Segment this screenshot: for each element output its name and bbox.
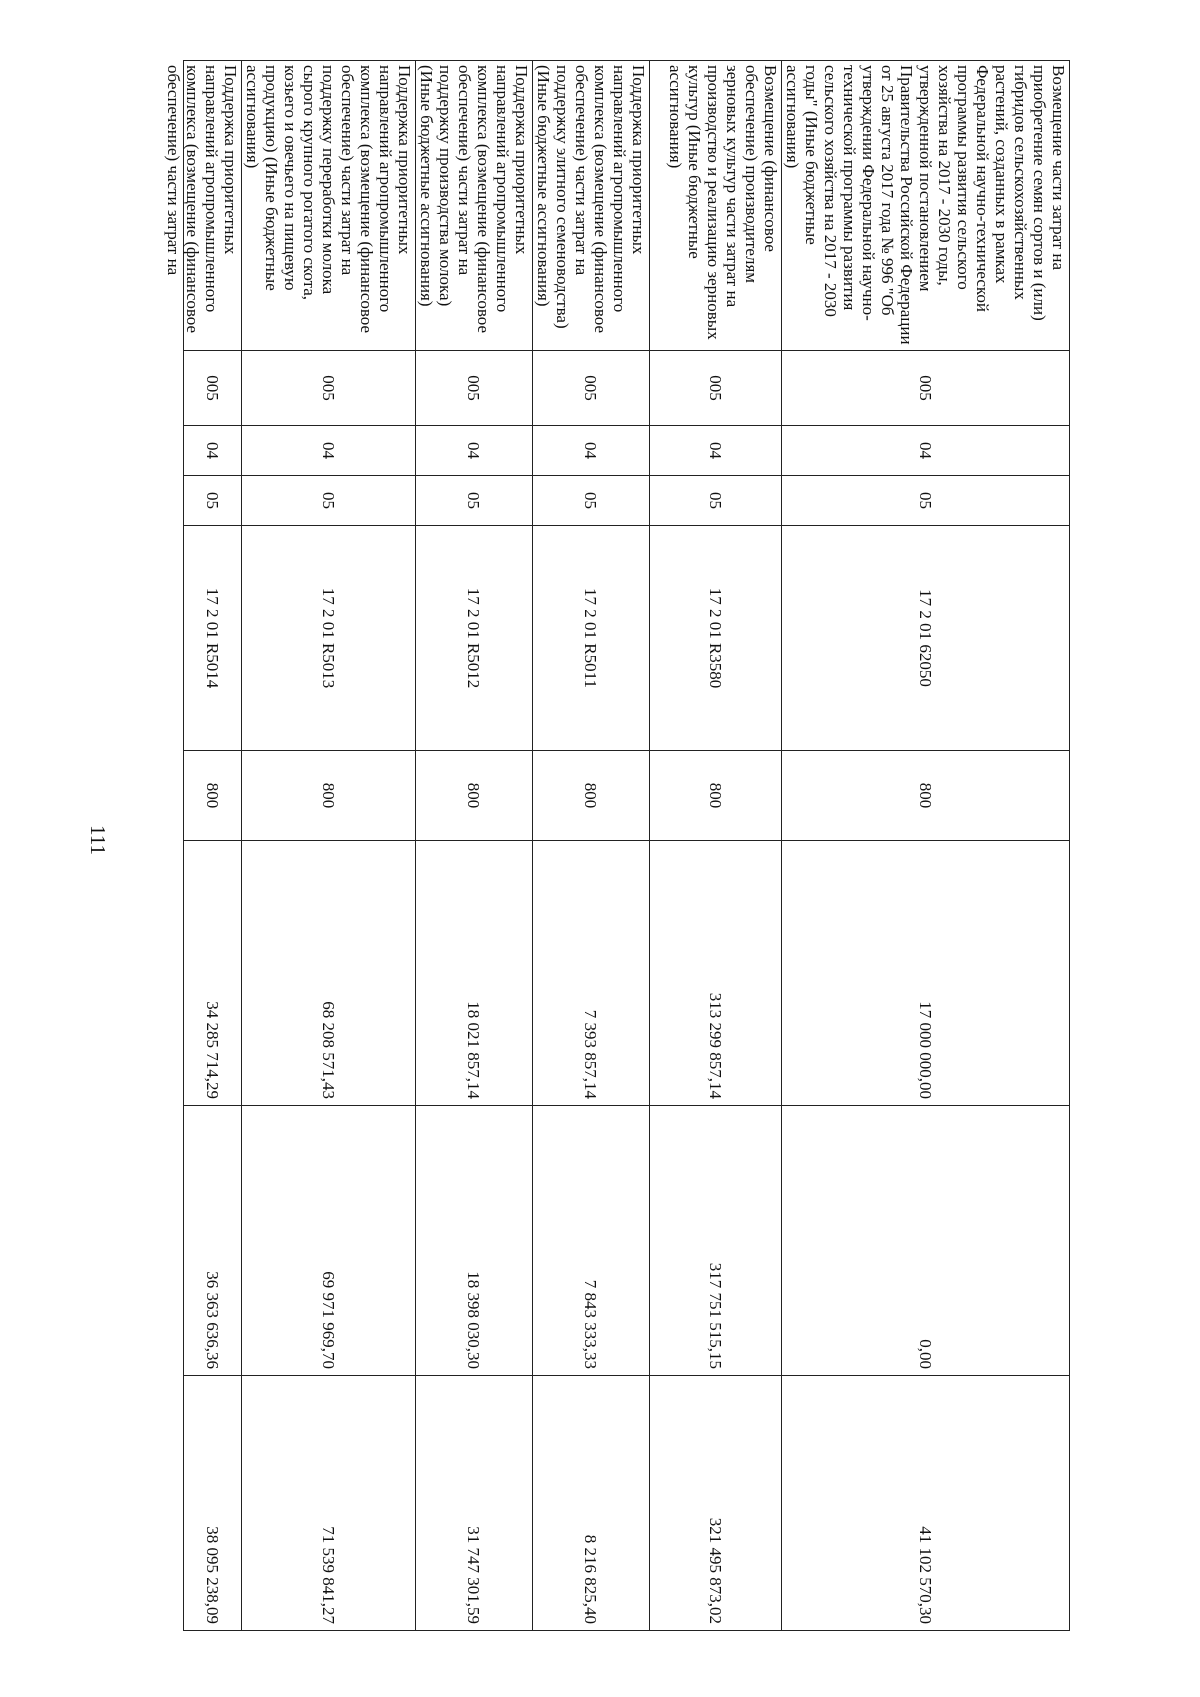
target-article-code: 17 2 01 62050 — [782, 526, 1070, 751]
ministry-code: 005 — [533, 351, 650, 426]
row-description: Поддержка приоритетных направлений агропромышленного комплекса (возмещение (финансовое обеспечение) части затрат на поддержку переработки молока сырого крупного рогатого скота, козьего и овечьего на пищевую продукцию) (Иные бюджетные ассигнования) — [242, 61, 416, 351]
row-description: Возмещение части затрат на приобретение семян сортов и (или) гибридов сельскохозяйственных растений, созданных в рамках Федеральной научно-технической программы развития сельского хозяйства на 2017 - 2030 годы, утвержденной постановлением Правительства Российской Федерации от 25 августа 2017 года № 996 "Об утверждении Федеральной научно-технической программы развития сельского хозяйства на 2017 - 2030 годы" (Иные бюджетные ассигнования) — [782, 61, 1070, 351]
expense-type-code: 800 — [416, 751, 533, 841]
target-article-code: 17 2 01 R5011 — [533, 526, 650, 751]
row-description: Поддержка приоритетных направлений агропромышленного комплекса (возмещение (финансовое обеспечение) части затрат на — [164, 65, 240, 334]
amount-year-1: 68 208 571,43 — [242, 841, 416, 1106]
table-row — [650, 61, 782, 1631]
table-row — [242, 61, 416, 1631]
section-code: 04 — [650, 426, 782, 476]
amount-year-1: 18 021 857,14 — [416, 841, 533, 1106]
expense-type-code: 800 — [184, 751, 242, 841]
amount-year-3: 41 102 570,30 — [782, 1376, 1070, 1631]
amount-year-3: 8 216 825,40 — [533, 1376, 650, 1631]
subsection-code: 05 — [184, 476, 242, 526]
expense-type-code: 800 — [242, 751, 416, 841]
subsection-code: 05 — [416, 476, 533, 526]
amount-year-2: 36 363 636,36 — [184, 1106, 242, 1376]
section-code: 04 — [242, 426, 416, 476]
ministry-code: 005 — [416, 351, 533, 426]
row-description: Поддержка приоритетных направлений агропромышленного комплекса (возмещение (финансовое обеспечение) части затрат на поддержку производства молока) (Иные бюджетные ассигнования) — [416, 61, 533, 351]
budget-table-container — [130, 60, 1070, 1630]
section-code: 04 — [533, 426, 650, 476]
amount-year-1: 34 285 714,29 — [184, 841, 242, 1106]
ministry-code: 005 — [650, 351, 782, 426]
table-row — [416, 61, 533, 1631]
table-row — [533, 61, 650, 1631]
page-number: 111 — [86, 825, 110, 855]
row-description: Поддержка приоритетных направлений агропромышленного комплекса (возмещение (финансовое обеспечение) части затрат на поддержку элитного семеноводства) (Иные бюджетные ассигнования) — [533, 61, 650, 351]
amount-year-2: 0,00 — [782, 1106, 1070, 1376]
table-row — [782, 61, 1070, 1631]
target-article-code: 17 2 01 R5013 — [242, 526, 416, 751]
amount-year-2: 69 971 969,70 — [242, 1106, 416, 1376]
table-row — [184, 61, 242, 1631]
section-code: 04 — [184, 426, 242, 476]
amount-year-1: 17 000 000,00 — [782, 841, 1070, 1106]
row-description: Возмещение (финансовое обеспечение) производителям зерновых культур части затрат на производство и реализацию зерновых культур (Иные бюджетные ассигнования) — [650, 61, 782, 351]
section-code: 04 — [416, 426, 533, 476]
amount-year-3: 31 747 301,59 — [416, 1376, 533, 1631]
subsection-code: 05 — [242, 476, 416, 526]
amount-year-3: 321 495 873,02 — [650, 1376, 782, 1631]
subsection-code: 05 — [782, 476, 1070, 526]
budget-table — [164, 60, 1070, 1631]
amount-year-2: 7 843 333,33 — [533, 1106, 650, 1376]
target-article-code: 17 2 01 R5014 — [184, 526, 242, 751]
ministry-code: 005 — [782, 351, 1070, 426]
amount-year-2: 18 398 030,30 — [416, 1106, 533, 1376]
subsection-code: 05 — [533, 476, 650, 526]
target-article-code: 17 2 01 R3580 — [650, 526, 782, 751]
expense-type-code: 800 — [650, 751, 782, 841]
row-description-cell — [164, 61, 242, 351]
amount-year-1: 313 299 857,14 — [650, 841, 782, 1106]
ministry-code: 005 — [242, 351, 416, 426]
amount-year-3: 38 095 238,09 — [184, 1376, 242, 1631]
expense-type-code: 800 — [782, 751, 1070, 841]
amount-year-1: 7 393 857,14 — [533, 841, 650, 1106]
target-article-code: 17 2 01 R5012 — [416, 526, 533, 751]
subsection-code: 05 — [650, 476, 782, 526]
amount-year-2: 317 751 515,15 — [650, 1106, 782, 1376]
amount-year-3: 71 539 841,27 — [242, 1376, 416, 1631]
ministry-code: 005 — [184, 351, 242, 426]
section-code: 04 — [782, 426, 1070, 476]
expense-type-code: 800 — [533, 751, 650, 841]
